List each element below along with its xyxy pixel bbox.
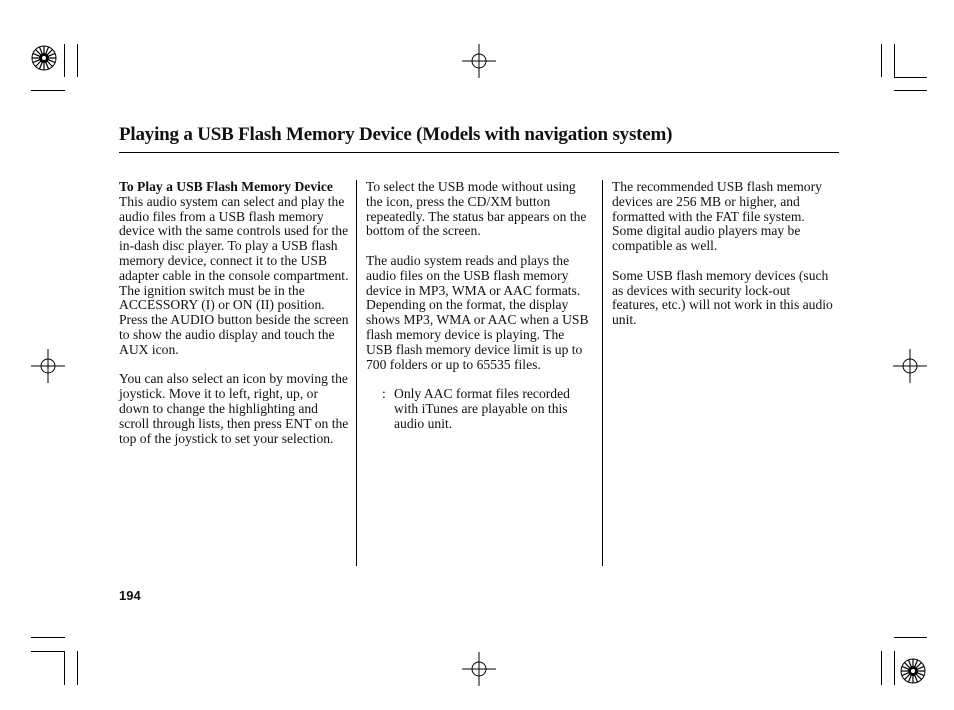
body-paragraph: Some USB flash memory devices (such as devices with security lock-out features, etc.) will not work in this audio unit. — [612, 267, 833, 328]
crop-mark — [64, 44, 65, 77]
column-left — [119, 180, 349, 461]
crop-mark — [881, 651, 882, 685]
registration-sunburst-icon — [899, 657, 927, 685]
column-middle — [366, 180, 594, 446]
registration-crosshair-icon — [893, 349, 927, 383]
crop-mark — [77, 44, 78, 77]
body-paragraph: This audio system can select and play the audio files from a USB flash memory device with the same controls used for the in-dash disc player. To play a USB flash memory device, connect it to the USB adapter cable in the console compartment. The ignition switch must be in the ACCESSORY (I) or ON (II) position. Press the AUDIO button beside the screen to show the audio display and touch the AUX icon. — [119, 193, 349, 357]
footnote — [366, 387, 594, 431]
title-divider — [119, 152, 839, 153]
registration-sunburst-icon — [30, 44, 58, 72]
section-heading: To Play a USB Flash Memory Device — [119, 179, 333, 194]
crop-mark — [31, 637, 65, 638]
crop-mark — [894, 637, 927, 638]
footnote-text: Only AAC format files recorded with iTunes are playable on this audio unit. — [394, 386, 570, 431]
registration-crosshair-icon — [31, 349, 65, 383]
body-paragraph: You can also select an icon by moving the joystick. Move it to left, right, up, or down to change the highlighting and scroll through lists, then press ENT on the top of the joystick to set your selection. — [119, 371, 349, 446]
registration-crosshair-icon — [462, 652, 496, 686]
body-paragraph: The audio system reads and plays the audio files on the USB flash memory device in MP3, WMA or AAC formats. Depending on the format, the display shows MP3, WMA or AAC when a USB flash memory device is playing. The USB flash memory device limit is up to 700 folders or up to 65535 files. — [366, 252, 589, 372]
crop-mark — [31, 651, 65, 652]
body-paragraph: The recommended USB flash memory devices are 256 MB or higher, and formatted with the FAT file system. Some digital audio players may be compatible as well. — [612, 179, 822, 254]
crop-mark — [64, 651, 65, 685]
crop-mark — [894, 651, 895, 685]
body-paragraph: To select the USB mode without using the icon, press the CD/XM button repeatedly. The status bar appears on the bottom of the screen. — [366, 179, 587, 239]
column-divider — [602, 180, 603, 566]
crop-mark — [77, 651, 78, 685]
column-right — [612, 180, 834, 343]
crop-mark — [894, 90, 927, 91]
column-divider — [356, 180, 357, 566]
footnote-mark: : — [382, 386, 386, 402]
page-title: Playing a USB Flash Memory Device (Models with navigation system) — [119, 124, 673, 145]
page-number: 194 — [119, 588, 141, 603]
registration-crosshair-icon — [462, 44, 496, 78]
crop-mark — [894, 44, 895, 77]
crop-mark — [894, 77, 927, 78]
crop-mark — [881, 44, 882, 77]
crop-mark — [31, 90, 65, 91]
